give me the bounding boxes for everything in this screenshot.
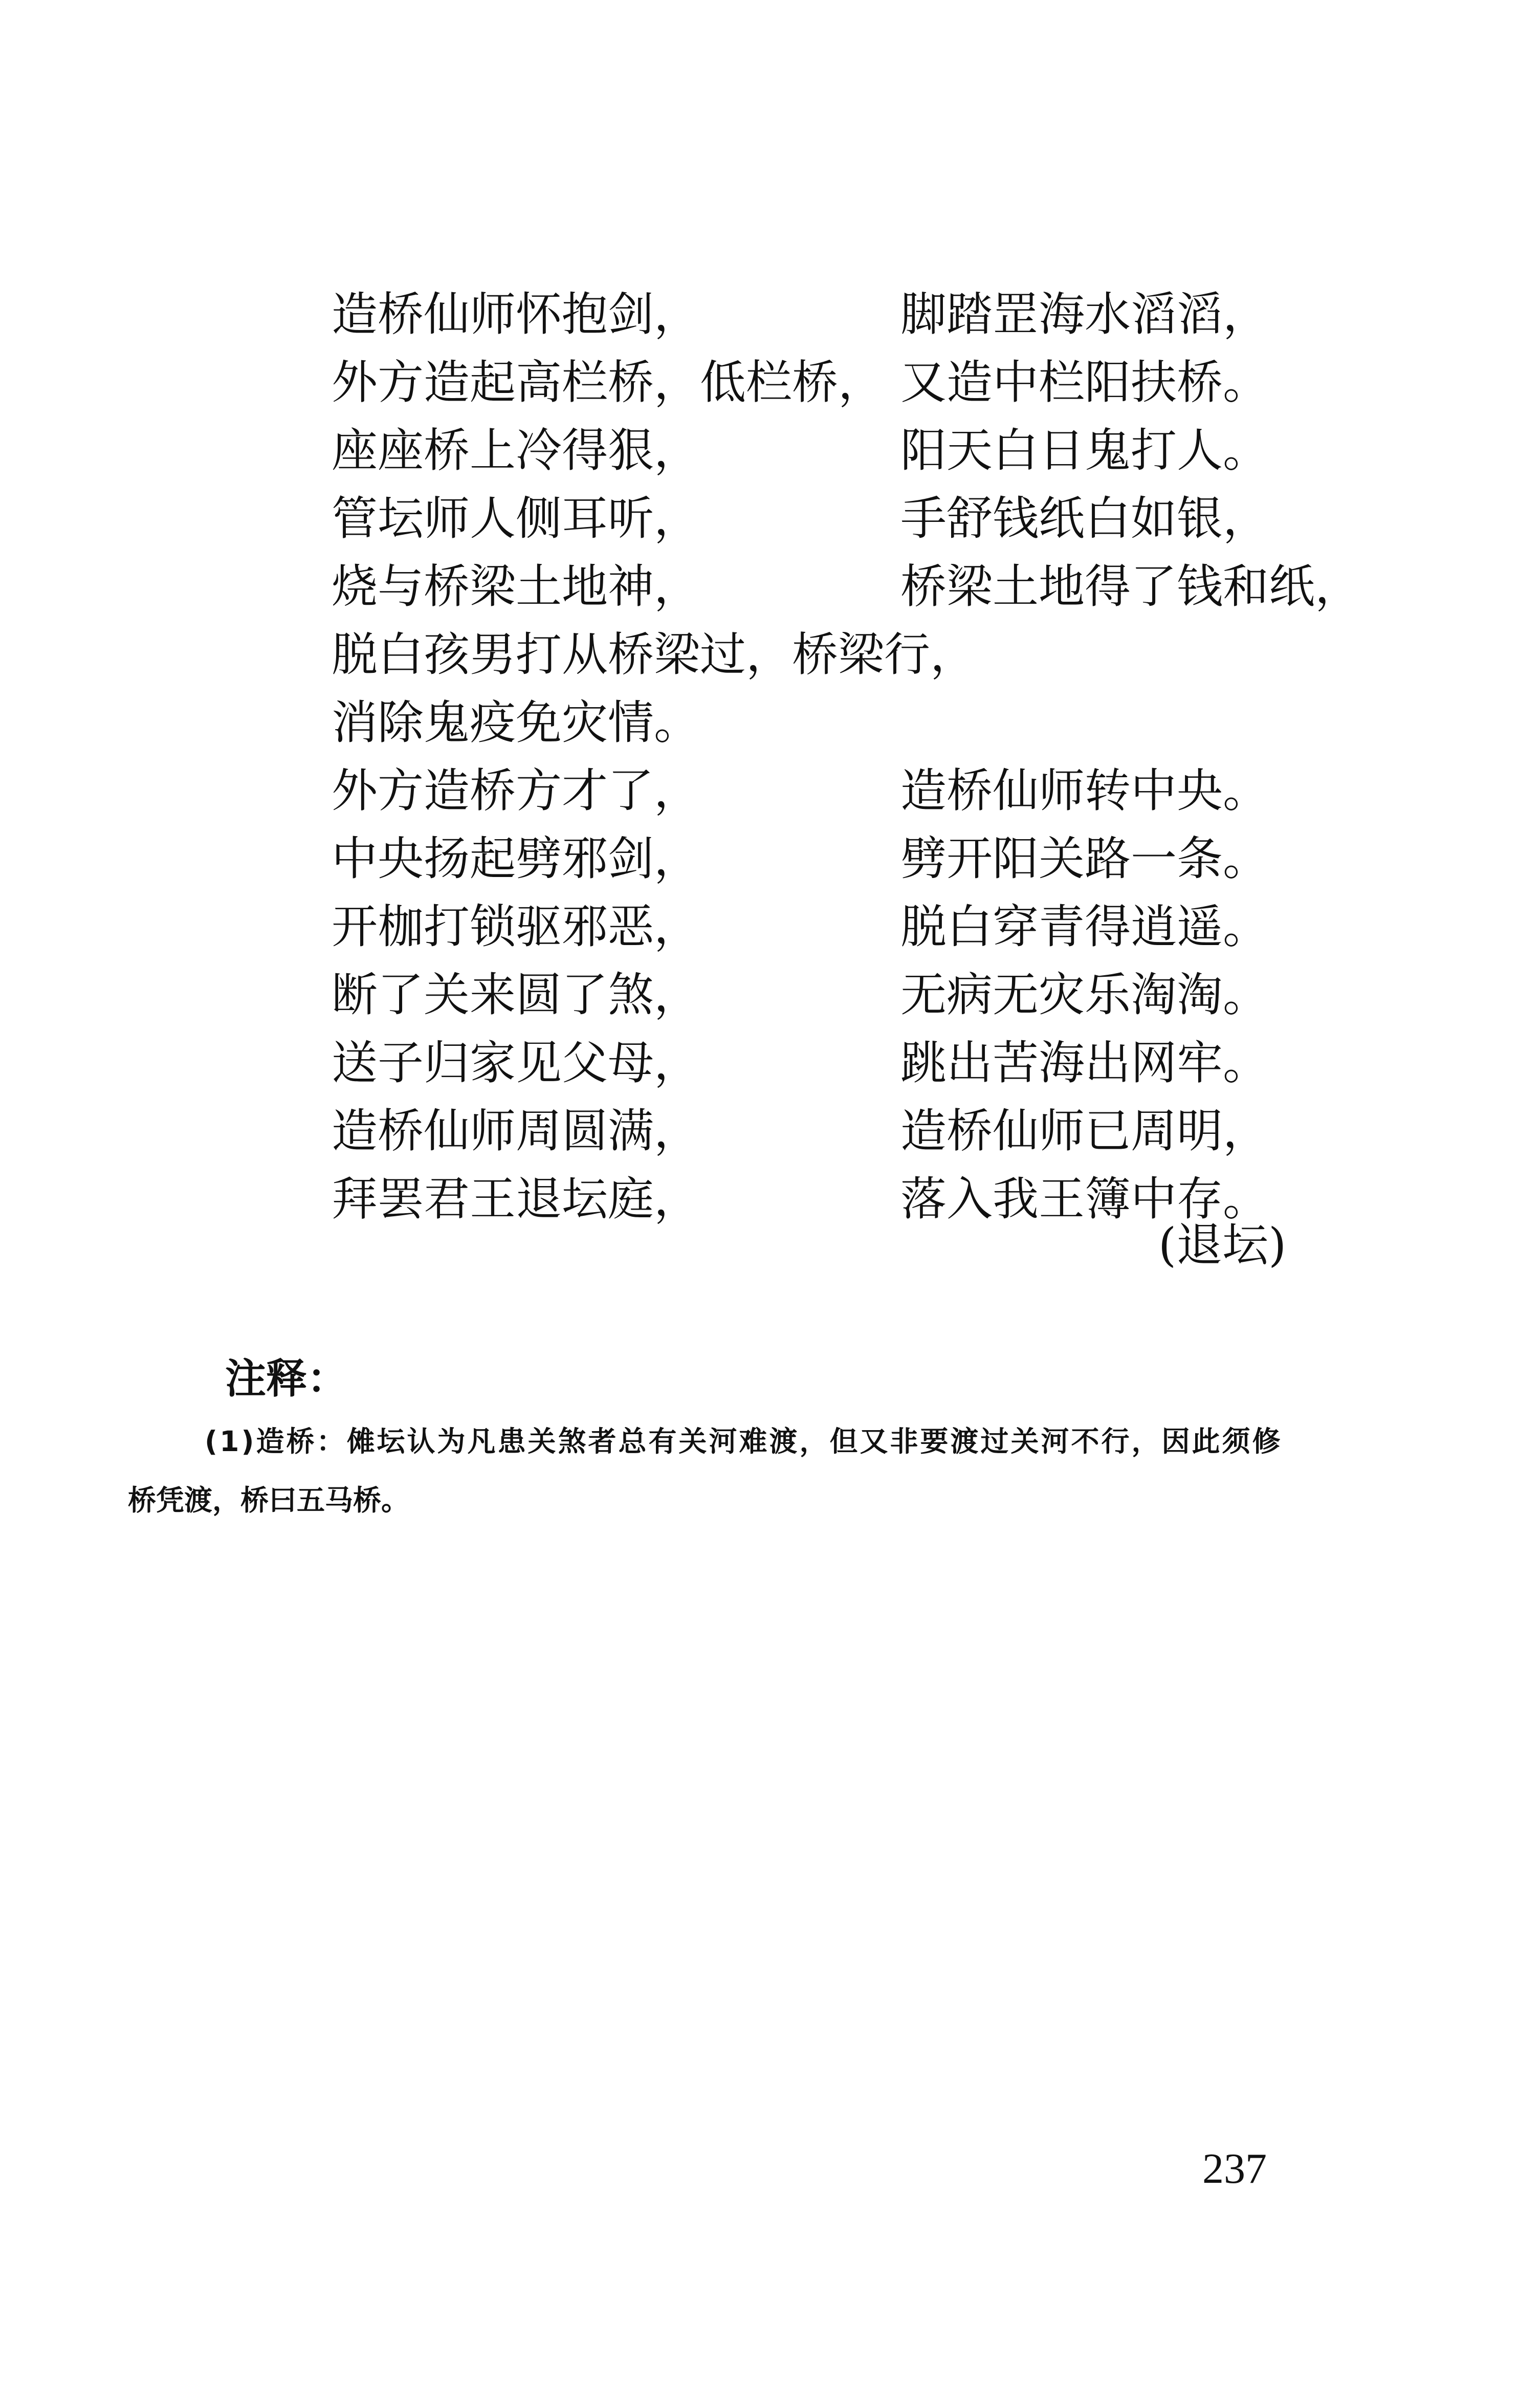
verse-right: 造桥仙师已周明，	[900, 1104, 1269, 1158]
footnote-line: (1)造桥：傩坛认为凡患关煞者总有关河难渡，但又非要渡过关河不行，因此须修	[205, 1425, 1283, 1458]
verse-block	[332, 280, 1361, 1233]
verse-right: 造桥仙师转中央。	[900, 764, 1269, 818]
verse-line	[332, 621, 1355, 689]
stage-direction: (退坛)	[1158, 1218, 1287, 1272]
verse-line	[332, 757, 1355, 825]
verse-line	[332, 1097, 1355, 1165]
verse-left: 管坛师人侧耳听，	[332, 492, 700, 545]
verse-right: 跳出苦海出网牢。	[900, 1036, 1269, 1090]
verse-left: 外方造桥方才了，	[332, 764, 700, 818]
verse-left: 造桥仙师周圆满，	[332, 1104, 700, 1158]
verse-line	[332, 1029, 1355, 1097]
verse-left: 拜罢君王退坛庭，	[332, 1172, 700, 1226]
verse-left: 断了关来圆了煞，	[332, 968, 700, 1022]
footnote-line: 桥凭渡，桥曰五马桥。	[128, 1484, 410, 1517]
verse-line	[332, 485, 1355, 553]
notes-heading: 注释：	[225, 1355, 348, 1402]
verse-line	[332, 689, 1355, 757]
verse-line	[332, 961, 1355, 1029]
page-number: 237	[1202, 2145, 1267, 2193]
verse-left: 造桥仙师怀抱剑，	[332, 288, 700, 341]
verse-line	[332, 893, 1355, 961]
verse-right: 劈开阳关路一条。	[900, 832, 1269, 886]
verse-left: 座座桥上冷得狠，	[332, 424, 700, 477]
verse-right: 手舒钱纸白如银，	[900, 492, 1269, 545]
verse-left: 脱白孩男打从桥梁过，桥梁行，	[332, 628, 976, 682]
verse-left: 消除鬼疫免灾情。	[332, 696, 700, 750]
verse-left: 送子归家见父母，	[332, 1036, 700, 1090]
verse-right: 桥梁土地得了钱和纸，	[900, 560, 1361, 613]
verse-left: 开枷打锁驱邪恶，	[332, 900, 700, 954]
verse-right: 脱白穿青得逍遥。	[900, 900, 1269, 954]
verse-right: 无病无灾乐淘淘。	[900, 968, 1269, 1022]
verse-right: 又造中栏阳扶桥。	[900, 356, 1269, 409]
verse-line	[332, 280, 1355, 348]
footnote	[128, 1412, 1356, 1530]
verse-right: 脚踏罡海水滔滔，	[900, 288, 1269, 341]
verse-left: 中央扬起劈邪剑，	[332, 832, 700, 886]
verse-left: 烧与桥梁土地神，	[332, 560, 700, 613]
verse-right: 阳天白日鬼打人。	[900, 424, 1269, 477]
verse-line	[332, 417, 1355, 485]
verse-left: 外方造起高栏桥，低栏桥，	[332, 356, 884, 409]
verse-line	[332, 553, 1361, 621]
verse-line	[332, 825, 1355, 893]
verse-line	[332, 348, 1355, 417]
verse-right: 落入我王簿中存。	[900, 1172, 1269, 1226]
